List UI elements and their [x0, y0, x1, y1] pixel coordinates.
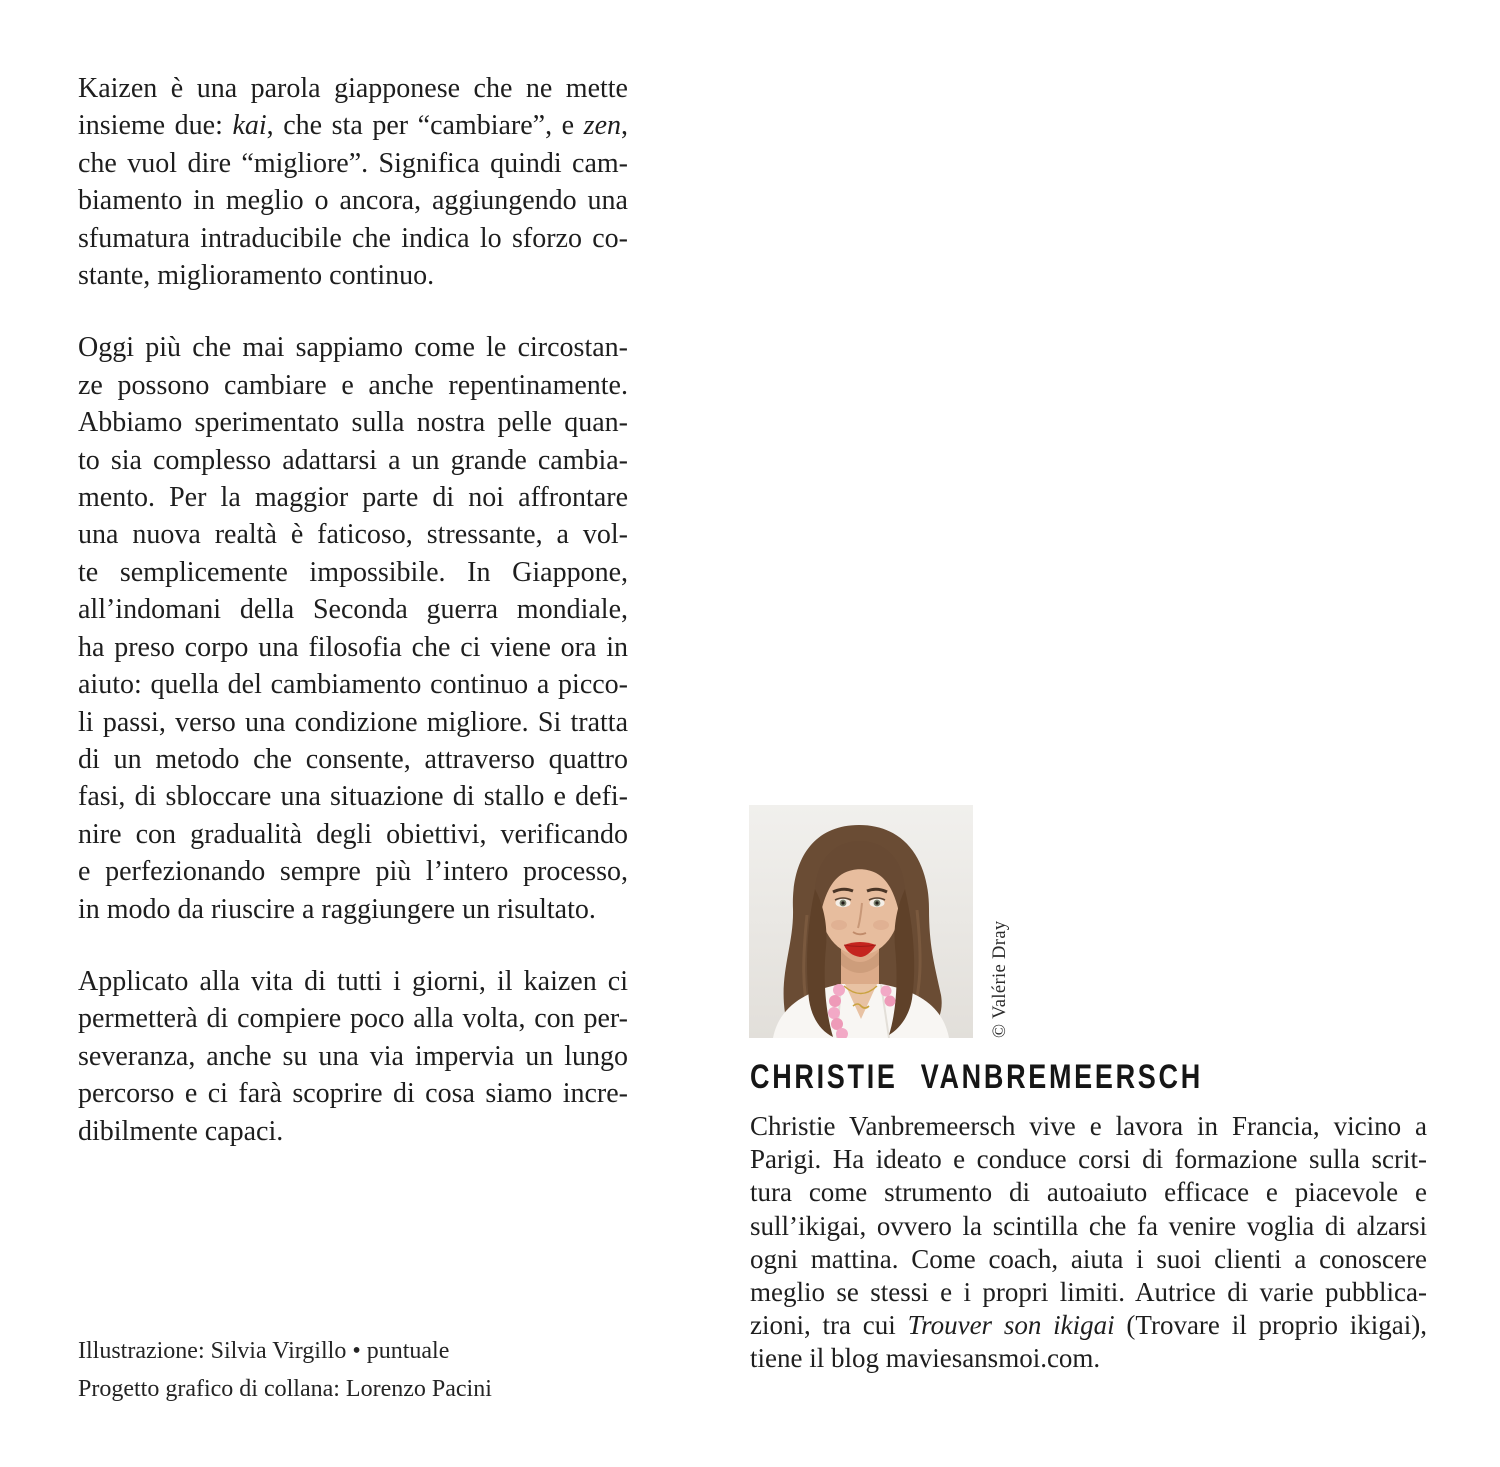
text-line: to sia complesso adattarsi a un grande cambia-: [78, 444, 628, 476]
text-line: fasi, di sbloccare una situazione di stallo e defi-: [78, 781, 628, 813]
illustration-credit: Illustrazione: Silvia Virgillo • puntuale: [78, 1338, 450, 1364]
series-design-credit: Progetto grafico di collana: Lorenzo Pacini: [78, 1376, 492, 1402]
paragraph-kaizen-definition: [78, 70, 628, 294]
text-line: una nuova realtà è faticoso, stressante, a vol-: [78, 519, 628, 551]
text-line: tura come strumento di autoaiuto efficace e piacevole e: [750, 1177, 1427, 1208]
text-line: che vuol dire “migliore”. Significa quindi cam-: [78, 147, 628, 179]
text-line: aiuto: quella del cambiamento continuo a picco-: [78, 669, 628, 701]
text-line: in modo da riuscire a raggiungere un risultato.: [78, 893, 596, 925]
text-line: meglio se stessi e i propri limiti. Autrice di varie pubblica-: [750, 1277, 1427, 1308]
photo-credit: © Valérie Dray: [990, 920, 1010, 1038]
author-bio: [750, 1110, 1427, 1376]
text-line: te semplicemente impossibile. In Giappone,: [78, 556, 628, 588]
text-line: nire con gradualità degli obiettivi, verificando: [78, 818, 628, 850]
text-line: dibilmente capaci.: [78, 1115, 284, 1147]
text-line: di un metodo che consente, attraverso quattro: [78, 743, 628, 775]
text-line: all’indomani della Seconda guerra mondiale,: [78, 594, 628, 626]
paragraph-change-method: [78, 329, 628, 928]
text-line: mento. Per la maggior parte di noi affrontare: [78, 482, 628, 514]
text-line: li passi, verso una condizione migliore. Si tratta: [78, 706, 628, 738]
text-line: biamento in meglio o ancora, aggiungendo una: [78, 185, 628, 217]
author-portrait-photo: [749, 805, 973, 1038]
text-line: Christie Vanbremeersch vive e lavora in Francia, vicino a: [750, 1111, 1427, 1141]
text-line: sull’ikigai, ovvero la scintilla che fa venire voglia di alzarsi: [750, 1210, 1427, 1241]
text-line: sfumatura intraducibile che indica lo sforzo co-: [78, 222, 628, 254]
text-line: Parigi. Ha ideato e conduce corsi di formazione sulla scrit-: [750, 1144, 1427, 1175]
text-line: tiene il blog maviesansmoi.com.: [750, 1343, 1101, 1374]
text-line: stante, miglioramento continuo.: [78, 260, 435, 292]
text-line: percorso e ci farà scoprire di cosa siamo incre-: [78, 1078, 628, 1110]
colophon-credits: [78, 1332, 492, 1408]
author-portrait-illustration: [749, 805, 973, 1038]
text-line: insieme due: kai, che sta per “cambiare”, e zen,: [78, 110, 628, 142]
text-line: Kaizen è una parola giapponese che ne mette: [78, 73, 628, 104]
text-line: severanza, anche su una via impervia un lungo: [78, 1040, 628, 1072]
paragraph-applied-kaizen: [78, 963, 628, 1150]
text-line: ogni mattina. Come coach, aiuta i suoi clienti a conoscere: [750, 1243, 1427, 1274]
text-line: zioni, tra cui Trouver son ikigai (Trovare il proprio ikigai),: [750, 1310, 1427, 1341]
text-line: e perfezionando sempre più l’intero processo,: [78, 856, 628, 888]
left-text-column: [78, 70, 628, 1150]
text-line: Applicato alla vita di tutti i giorni, il kaizen ci: [78, 965, 628, 997]
text-line: ha preso corpo una filosofia che ci viene ora in: [78, 631, 628, 663]
text-line: Oggi più che mai sappiamo come le circostan-: [78, 332, 628, 364]
text-line: permetterà di compiere poco alla volta, con per-: [78, 1003, 628, 1035]
author-name-heading: CHRISTIE VANBREMEERSCH: [750, 1057, 1203, 1096]
text-line: Abbiamo sperimentato sulla nostra pelle quan-: [78, 407, 628, 439]
text-line: ze possono cambiare e anche repentinamente.: [78, 369, 628, 401]
